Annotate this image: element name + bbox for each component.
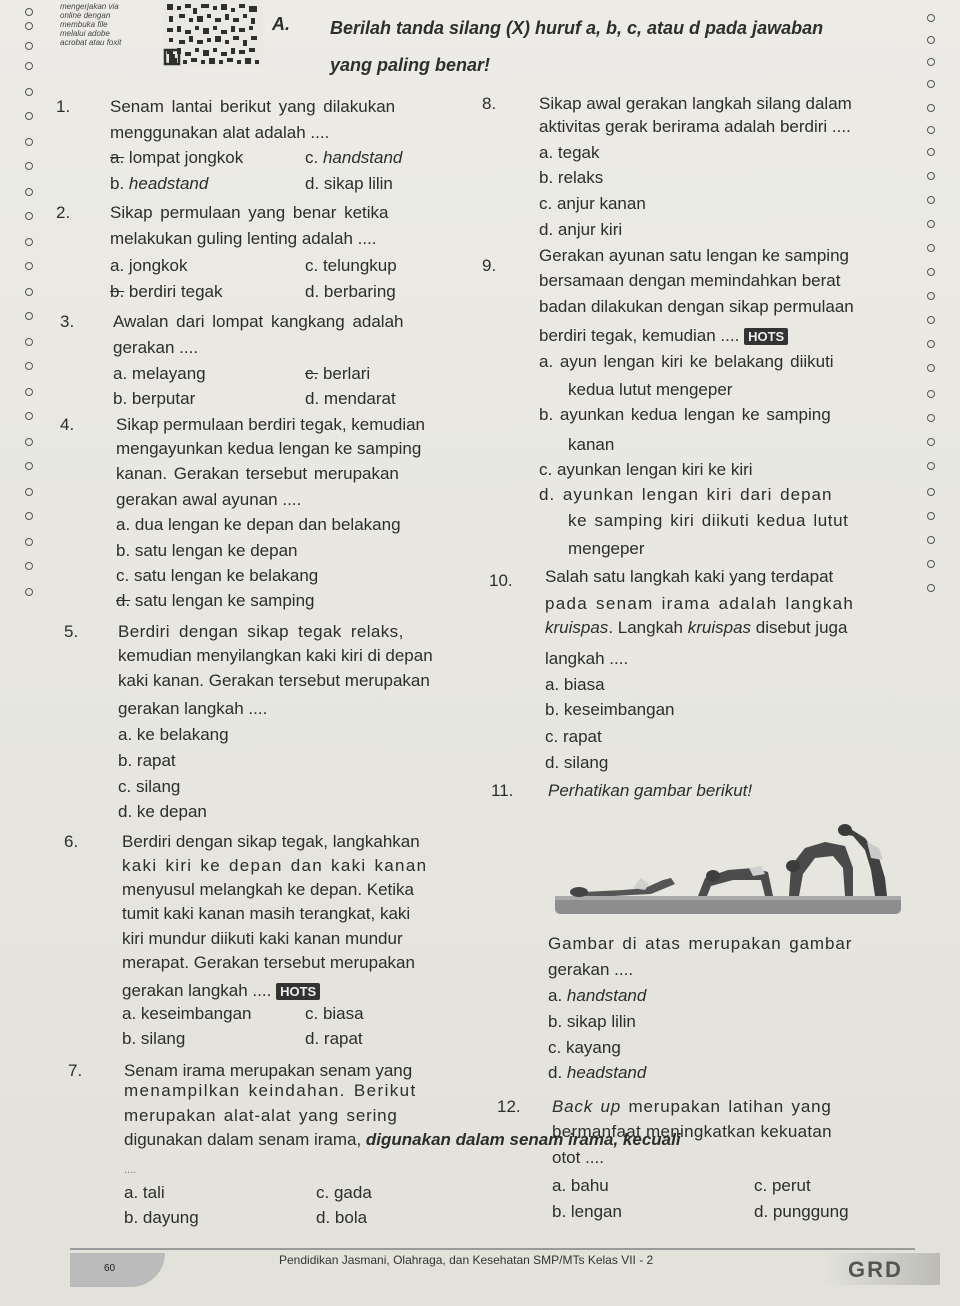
binding-holes-right — [924, 0, 938, 1306]
option-b[interactable]: b. silang — [122, 1029, 186, 1048]
question-stem: Salah satu langkah kaki yang terdapat — [545, 567, 834, 586]
option-d[interactable]: d. berbaring — [305, 282, 396, 301]
option-c[interactable]: c. ayunkan lengan kiri ke kiri — [539, 460, 753, 479]
footer-divider — [70, 1248, 915, 1250]
question-stem: kemudian menyilangkan kaki kiri di depan — [118, 646, 433, 665]
option-a[interactable]: a. handstand — [548, 986, 647, 1005]
question-stem: badan dilakukan dengan sikap permulaan — [539, 297, 854, 316]
question-stem: Back up merupakan latihan yang — [552, 1097, 832, 1116]
question-stem: gerakan langkah .... — [118, 699, 268, 718]
question-stem: aktivitas gerak berirama adalah berdiri .... — [539, 117, 851, 136]
option-d[interactable]: d. bola — [316, 1208, 368, 1227]
question-stem: Senam irama merupakan senam yang — [124, 1061, 413, 1080]
question-number: 10. — [489, 571, 513, 590]
option-b[interactable]: b. berdiri tegak — [110, 282, 223, 301]
question-number: 3. — [60, 312, 75, 331]
option-d[interactable]: d. sikap lilin — [305, 174, 393, 193]
option-a[interactable]: a. keseimbangan — [122, 1004, 252, 1023]
option-d[interactable]: d. ke depan — [118, 802, 207, 821]
option-c[interactable]: c. telungkup — [305, 256, 397, 275]
question-stem: menampilkan keindahan. Berikut — [124, 1081, 417, 1100]
option-d[interactable]: d. anjur kiri — [539, 220, 623, 239]
hots-badge: HOTS — [276, 983, 320, 1000]
question-stem: merupakan alat-alat yang sering — [124, 1106, 398, 1125]
option-b[interactable]: b. dayung — [124, 1208, 199, 1227]
question-stem: bermanfaat meningkatkan kekuatan — [552, 1122, 832, 1141]
question-number: 12. — [497, 1097, 521, 1116]
option-d[interactable]: d. headstand — [548, 1063, 647, 1082]
question-stem: Gerakan ayunan satu lengan ke samping — [539, 246, 849, 265]
option-a[interactable]: a. lompat jongkok — [110, 148, 244, 167]
option-a[interactable]: a. melayang — [113, 364, 206, 383]
option-b[interactable]: b. headstand — [110, 174, 209, 193]
question-stem: gerakan langkah .... HOTS — [122, 981, 320, 1001]
question-stem: Perhatikan gambar berikut! — [548, 781, 753, 800]
option-d[interactable]: d. satu lengan ke samping — [116, 591, 315, 610]
question-stem: melakukan guling lenting adalah .... — [110, 229, 377, 248]
option-a[interactable]: a. bahu — [552, 1176, 609, 1195]
question-stem: mengayunkan kedua lengan ke samping — [116, 439, 422, 458]
section-letter: A. — [272, 14, 290, 34]
question-stem: Sikap awal gerakan langkah silang dalam — [539, 94, 852, 113]
question-number: 4. — [60, 415, 75, 434]
option-c[interactable]: c. biasa — [305, 1004, 364, 1023]
binding-holes-left — [22, 0, 36, 1306]
question-stem: Sikap permulaan yang benar ketika — [110, 203, 389, 222]
kayang-illustration-icon — [553, 808, 905, 920]
question-stem: kiri mundur diikuti kaki kanan mundur — [122, 929, 403, 948]
question-stem: otot .... — [552, 1148, 604, 1167]
question-stem: menggunakan alat adalah .... — [110, 123, 330, 142]
option-b[interactable]: b. ayunkan kedua lengan ke samping — [539, 405, 831, 424]
option-b[interactable]: b. keseimbangan — [545, 700, 675, 719]
question-stem: kruispas. Langkah kruispas disebut juga — [545, 618, 848, 637]
question-number: 2. — [56, 203, 71, 222]
question-stem: Gambar di atas merupakan gambar — [548, 934, 853, 953]
question-number: 5. — [64, 622, 79, 641]
hots-badge: HOTS — [744, 328, 788, 345]
option-c[interactable]: c. gada — [316, 1183, 372, 1202]
option-b[interactable]: b. rapat — [118, 751, 176, 770]
question-stem: kaki kanan. Gerakan tersebut merupakan — [118, 671, 430, 690]
option-a[interactable]: a. ayun lengan kiri ke belakang diikuti — [539, 352, 834, 371]
option-a[interactable]: a. ke belakang — [118, 725, 229, 744]
option-a[interactable]: a. tegak — [539, 143, 600, 162]
option-c[interactable]: c. berlari — [305, 364, 371, 383]
option-d[interactable]: d. silang — [545, 753, 609, 772]
option-d-cont: ke samping kiri diikuti kedua lutut — [568, 511, 849, 530]
option-b[interactable]: b. satu lengan ke depan — [116, 541, 298, 560]
online-note: mengerjakan via online dengan membuka file melalui adobe acrobat atau foxit — [60, 2, 122, 47]
question-stem: Awalan dari lompat kangkang adalah — [113, 312, 404, 331]
question-stem: kanan. Gerakan tersebut merupakan — [116, 464, 399, 483]
option-b[interactable]: b. relaks — [539, 168, 604, 187]
option-a[interactable]: a. tali — [124, 1183, 165, 1202]
question-stem: Senam lantai berikut yang dilakukan — [110, 97, 396, 116]
option-c[interactable]: c. kayang — [548, 1038, 621, 1057]
question-stem: Sikap permulaan berdiri tegak, kemudian — [116, 415, 426, 434]
page-number-tab — [70, 1253, 165, 1287]
question-stem: bersamaan dengan memindahkan berat — [539, 271, 841, 290]
option-b[interactable]: b. berputar — [113, 389, 196, 408]
question-stem: .... — [124, 1164, 137, 1176]
question-number: 8. — [482, 94, 497, 113]
question-stem: merapat. Gerakan tersebut merupakan — [122, 953, 415, 972]
question-number: 6. — [64, 832, 79, 851]
option-d[interactable]: d. ayunkan lengan kiri dari depan — [539, 485, 833, 504]
option-b-cont: kanan — [568, 435, 615, 454]
question-stem: berdiri tegak, kemudian .... HOTS — [539, 326, 788, 346]
question-stem: tumit kaki kanan masih terangkat, kaki — [122, 904, 411, 923]
question-stem: kaki kiri ke depan dan kaki kanan — [122, 856, 428, 875]
question-stem: pada senam irama adalah langkah — [545, 594, 855, 613]
option-b[interactable]: b. sikap lilin — [548, 1012, 636, 1031]
question-stem: gerakan .... — [113, 338, 199, 357]
question-stem: digunakan dalam senam irama, digunakan dalam senam irama, kecuali — [124, 1130, 681, 1149]
option-c[interactable]: c. rapat — [545, 727, 602, 746]
option-a[interactable]: a. jongkok — [110, 256, 188, 275]
gymnastics-figure — [553, 808, 905, 920]
question-stem: menyusul melangkah ke depan. Ketika — [122, 880, 415, 899]
question-stem: Berdiri dengan sikap tegak relaks, — [118, 622, 404, 641]
book-title: Pendidikan Jasmani, Olahraga, dan Kesehatan SMP/MTs Kelas VII - 2 — [279, 1253, 654, 1267]
section-instruction: Berilah tanda silang (X) huruf a, b, c, atau d pada jawaban yang paling benar! — [330, 18, 824, 75]
question-stem: langkah .... — [545, 649, 629, 668]
option-b[interactable]: b. lengan — [552, 1202, 622, 1221]
qr-code-icon — [163, 0, 263, 68]
question-stem: gerakan awal ayunan .... — [116, 490, 302, 509]
qr-code[interactable] — [163, 0, 263, 68]
option-d-cont: mengeper — [568, 539, 645, 558]
question-number: 9. — [482, 256, 497, 275]
option-d[interactable]: d. punggung — [754, 1202, 849, 1221]
option-c[interactable]: c. handstand — [305, 148, 403, 167]
option-d[interactable]: d. mendarat — [305, 389, 396, 408]
question-number: 7. — [68, 1061, 83, 1080]
question-number: 11. — [491, 781, 514, 800]
question-number: 1. — [56, 97, 71, 116]
option-c[interactable]: c. perut — [754, 1176, 811, 1195]
option-c[interactable]: c. anjur kanan — [539, 194, 646, 213]
publisher-logo-text: GRD — [848, 1257, 903, 1282]
option-a[interactable]: a. biasa — [545, 675, 605, 694]
page-number: 60 — [104, 1263, 116, 1274]
option-c[interactable]: c. satu lengan ke belakang — [116, 566, 319, 585]
question-stem: Berdiri dengan sikap tegak, langkahkan — [122, 832, 420, 851]
publisher-logo — [820, 1253, 940, 1285]
option-c[interactable]: c. silang — [118, 777, 181, 796]
question-stem: gerakan .... — [548, 960, 634, 979]
option-a[interactable]: a. dua lengan ke depan dan belakang — [116, 515, 401, 534]
option-a-cont: kedua lutut mengeper — [568, 380, 733, 399]
option-d[interactable]: d. rapat — [305, 1029, 363, 1048]
